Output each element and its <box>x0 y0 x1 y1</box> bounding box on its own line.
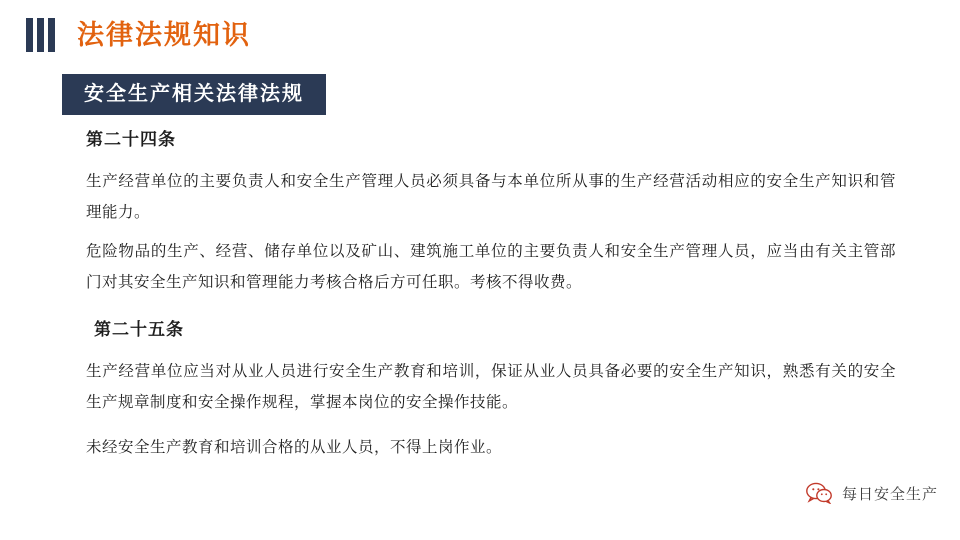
article-paragraph: 生产经营单位的主要负责人和安全生产管理人员必须具备与本单位所从事的生产经营活动相应的安全生产知识和管理能力。 <box>86 172 896 221</box>
content-body <box>86 128 896 467</box>
footer-account-badge <box>806 482 938 504</box>
article-block <box>86 318 896 463</box>
three-vertical-bars-icon <box>26 18 59 52</box>
article-title: 第二十四条 <box>86 130 176 149</box>
article-paragraph: 未经安全生产教育和培训合格的从业人员，不得上岗作业。 <box>86 438 503 456</box>
article-block <box>86 128 896 298</box>
page-title: 法律法规知识 <box>77 19 251 50</box>
section-label: 安全生产相关法律法规 <box>62 74 326 115</box>
article-paragraph: 生产经营单位应当对从业人员进行安全生产教育和培训，保证从业人员具备必要的安全生产知识，熟悉有关的安全生产规章制度和安全操作规程，掌握本岗位的安全操作技能。 <box>86 362 896 411</box>
wechat-icon <box>806 482 832 504</box>
footer-account-name: 每日安全生产 <box>841 485 938 503</box>
article-paragraph: 危险物品的生产、经营、储存单位以及矿山、建筑施工单位的主要负责人和安全生产管理人员，应当由有关主管部门对其安全生产知识和管理能力考核合格后方可任职。考核不得收费。 <box>86 242 896 291</box>
slide-header <box>26 14 251 56</box>
article-title: 第二十五条 <box>94 319 184 339</box>
